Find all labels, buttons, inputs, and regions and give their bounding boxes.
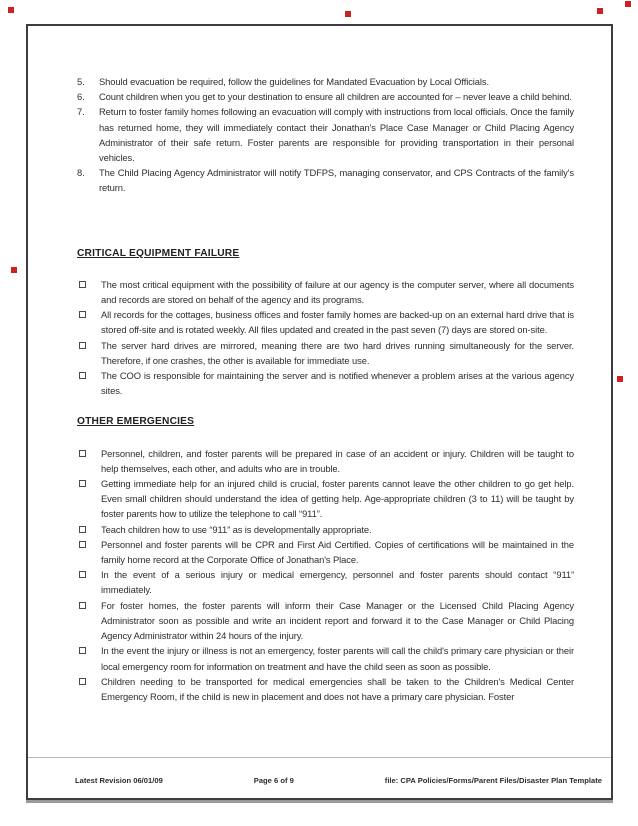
- item-text: Should evacuation be required, follow the guidelines for Mandated Evacuation by Local Officials.: [99, 76, 489, 87]
- numbered-list: [77, 74, 574, 196]
- checkbox-bullet-icon: [79, 526, 86, 533]
- checkbox-bullet-icon: [79, 602, 86, 609]
- footer-page-number: Page 6 of 9: [253, 776, 294, 785]
- item-number: 8.: [77, 167, 85, 179]
- bullet-text: Teach children how to use “911” as is developmentally appropriate.: [101, 523, 372, 535]
- checkbox-bullet-icon: [79, 571, 86, 578]
- checkbox-bullet-icon: [79, 311, 86, 318]
- bullet-item: [77, 643, 574, 673]
- bullet-item: [77, 537, 574, 567]
- bullet-item: [77, 368, 574, 398]
- numbered-item: [77, 104, 574, 165]
- bullet-item: [77, 674, 574, 704]
- bullet-item: [77, 277, 574, 307]
- section-blocks: [77, 246, 574, 704]
- document-section: [77, 246, 574, 399]
- bullet-text: The COO is responsible for maintaining the server and is notified whenever a problem arises at the various agency sites.: [101, 370, 574, 397]
- bullet-text: Personnel and foster parents will be CPR and First Aid Certified. Copies of certifications will be maintained in the family home record at the Corporate Office of Jonathan's Place.: [101, 538, 574, 566]
- bullet-item: [77, 307, 574, 337]
- document-section: [77, 414, 574, 704]
- bullet-item: [77, 446, 574, 476]
- red-mark-artifact: [625, 1, 631, 7]
- footer-file-path: file: CPA Policies/Forms/Parent Files/Disaster Plan Template: [384, 776, 602, 785]
- checkbox-bullet-icon: [79, 450, 86, 457]
- bullet-item: [77, 567, 574, 597]
- bullet-text: All records for the cottages, business offices and foster family homes are backed-up on an external hard drive that is stored off-site and is rotated weekly. All files updated and created in the past seven (7) days are stored on-site.: [101, 309, 574, 336]
- checkbox-bullet-icon: [79, 647, 86, 654]
- bullet-text: In the event of a serious injury or medical emergency, personnel and foster parents should contact “911” immediately.: [101, 569, 574, 596]
- document-content: [77, 74, 574, 704]
- section-heading: CRITICAL EQUIPMENT FAILURE: [77, 247, 240, 259]
- checkbox-bullet-icon: [79, 372, 86, 379]
- bullet-text: Children needing to be transported for medical emergencies shall be taken to the Children's Medical Center Emergency Room, if the child is new in placement and does not have a primary care physician. Foster: [101, 675, 574, 702]
- bullet-text: Getting immediate help for an injured child is crucial, foster parents cannot leave the other children to go get help. Even small children should understand the idea of getting help. Age-appropriate children (3 to 11) will be taught by foster parents how to utilize the telephone to call “911”.: [101, 478, 574, 520]
- bullet-item: [77, 598, 574, 644]
- bullet-list: [77, 446, 574, 704]
- red-mark-artifact: [8, 7, 14, 13]
- bullet-text: For foster homes, the foster parents will inform their Case Manager or the Licensed Child Placing Agency Administrator soon as possible and write an incident report and forward it to the Case Manager or Child Placing Agency Administrator within 24 hours of the injury.: [101, 599, 574, 642]
- red-mark-artifact: [345, 11, 351, 17]
- bullet-item: [77, 338, 574, 368]
- bullet-text: The most critical equipment with the possibility of failure at our agency is the computer server, where all documents and records are stored on behalf of the agency and its programs.: [101, 278, 574, 306]
- item-text: Count children when you get to your destination to ensure all children are accounted for – never leave a child behind.: [99, 91, 572, 103]
- checkbox-bullet-icon: [79, 541, 86, 548]
- bullet-item: [77, 476, 574, 522]
- checkbox-bullet-icon: [79, 678, 86, 685]
- checkbox-bullet-icon: [79, 281, 86, 288]
- footer: [75, 776, 602, 785]
- item-text: The Child Placing Agency Administrator will notify TDFPS, managing conservator, and CPS Contracts of the family's return.: [99, 167, 574, 194]
- red-mark-artifact: [597, 8, 603, 14]
- bullet-text: Personnel, children, and foster parents will be prepared in case of an accident or injury. Children will be taught to help themselves, each other, and adults who are in trouble.: [101, 447, 574, 474]
- item-text: Return to foster family homes following an evacuation will comply with instructions from local officials. Once the family has returned home, they will immediately contact their Jonathan's Place Case Manager or Child Placing Agency Administrator of their safe return. Foster parents are responsible for providing transportation in their personal vehicles.: [99, 106, 574, 164]
- bullet-text: The server hard drives are mirrored, meaning there are two hard drives running simultaneously for the server. Therefore, if one crashes, the other is available for immediate use.: [101, 339, 574, 366]
- bullet-list: [77, 277, 574, 399]
- item-number: 6.: [77, 91, 85, 103]
- bullet-text: In the event the injury or illness is not an emergency, foster parents will call the child's primary care physician or their local emergency room for information on treatment and have the child seen as soon as possible.: [101, 645, 574, 672]
- footer-separator: [28, 757, 611, 758]
- section-heading: OTHER EMERGENCIES: [77, 416, 195, 428]
- item-number: 7.: [77, 106, 85, 118]
- numbered-item: [77, 165, 574, 195]
- bullet-item: [77, 522, 574, 537]
- footer-revision: Latest Revision 06/01/09: [75, 776, 163, 785]
- item-number: 5.: [77, 76, 85, 87]
- numbered-item: [77, 89, 574, 104]
- checkbox-bullet-icon: [79, 342, 86, 349]
- red-mark-artifact: [11, 267, 17, 273]
- numbered-item: [77, 74, 574, 89]
- checkbox-bullet-icon: [79, 480, 86, 487]
- red-mark-artifact: [617, 376, 623, 382]
